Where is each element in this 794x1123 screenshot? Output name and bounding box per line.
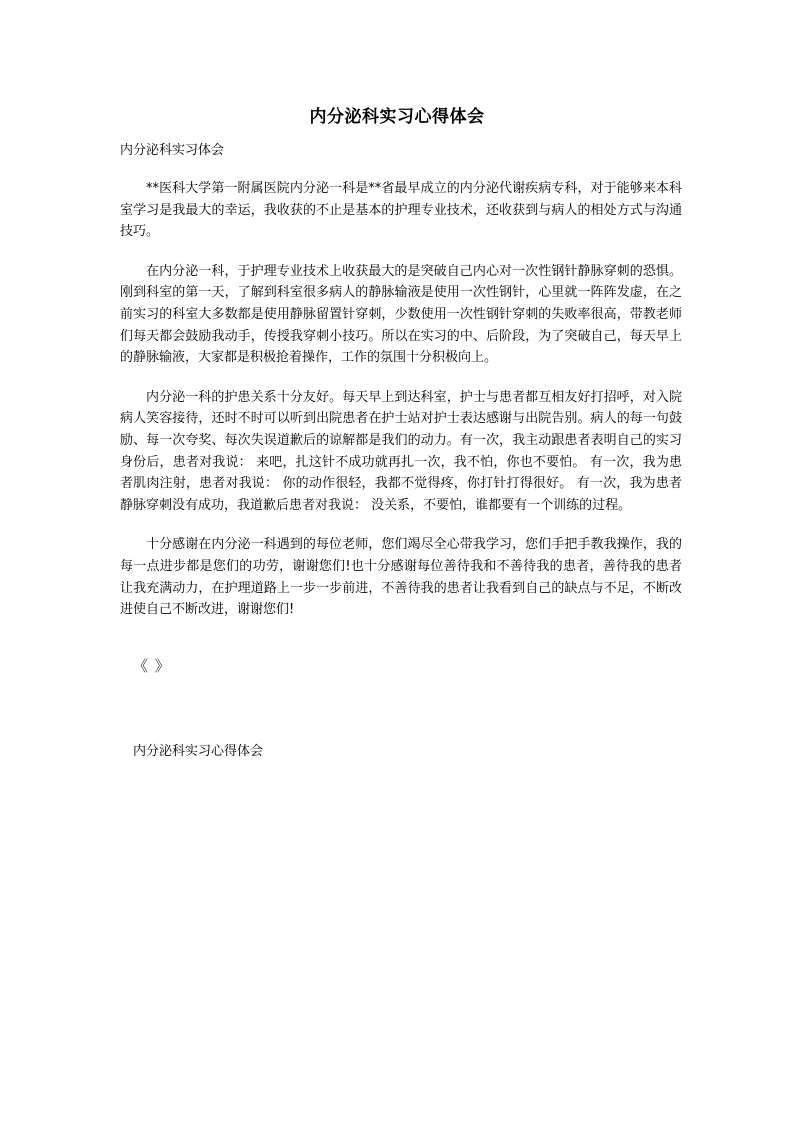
document-title: 内分泌科实习心得体会 — [309, 107, 485, 127]
footer-title: 内分泌科实习心得体会 — [133, 744, 264, 759]
document-body — [120, 178, 682, 639]
paragraph-relations: 内分泌一科的护患关系十分友好。每天早上到达科室，护士与患者都互相友好打招呼，对入院病人笑容接待，还时不时可以听到出院患者在护士站对护士表达感谢与出院告别。病人的每一句鼓励、每一次夸奖、每次失误道歉后的谅解都是我们的动力。有一次，我主动跟患者表明自己的实习身份后，患者对我说： 来吧，扎这针不成功就再扎一次，我不怕，你也不要怕。 有一次，我为患者肌肉注射，患者对我说： 你的动作很轻，我都不觉得疼，你打针打得很好。 有一次，我为患者静脉穿刺没有成功，我道歉后患者对我说： 没关系，不要怕，谁都要有一个训练的过程。 — [120, 389, 682, 513]
paragraph-intro: **医科大学第一附属医院内分泌一科是**省最早成立的内分泌代谢疾病专科，对于能够来本科室学习是我最大的幸运，我收获的不止是基本的护理专业技术，还收获到与病人的相处方式与沟通技巧。 — [120, 181, 682, 240]
paragraph-thanks: 十分感谢在内分泌一科遇到的每位老师，您们竭尽全心带我学习，您们手把手教我操作，我的每一点进步都是您们的功劳，谢谢您们!也十分感谢每位善待我和不善待我的患者，善待我的患者让我充满动力，在护理道路上一步一步前进，不善待我的患者让我看到自己的缺点与不足，不断改进使自己不断改进，谢谢您们! — [120, 537, 682, 618]
document-subtitle: 内分泌科实习体会 — [120, 143, 225, 158]
empty-title-brackets: 《 》 — [133, 657, 171, 675]
paragraph-technique: 在内分泌一科，于护理专业技术上收获最大的是突破自己内心对一次性钢针静脉穿刺的恐惧。刚到科室的第一天，了解到科室很多病人的静脉输液是使用一次性钢针，心里就一阵阵发虚，在之前实习的科室大多数都是使用静脉留置针穿刺，少数使用一次性钢针穿刺的失败率很高，带教老师们每天都会鼓励我动手，传授我穿刺小技巧。所以在实习的中、后阶段，为了突破自己，每天早上的静脉输液，大家都是积极抢着操作，工作的氛围十分积极向上。 — [120, 263, 682, 366]
